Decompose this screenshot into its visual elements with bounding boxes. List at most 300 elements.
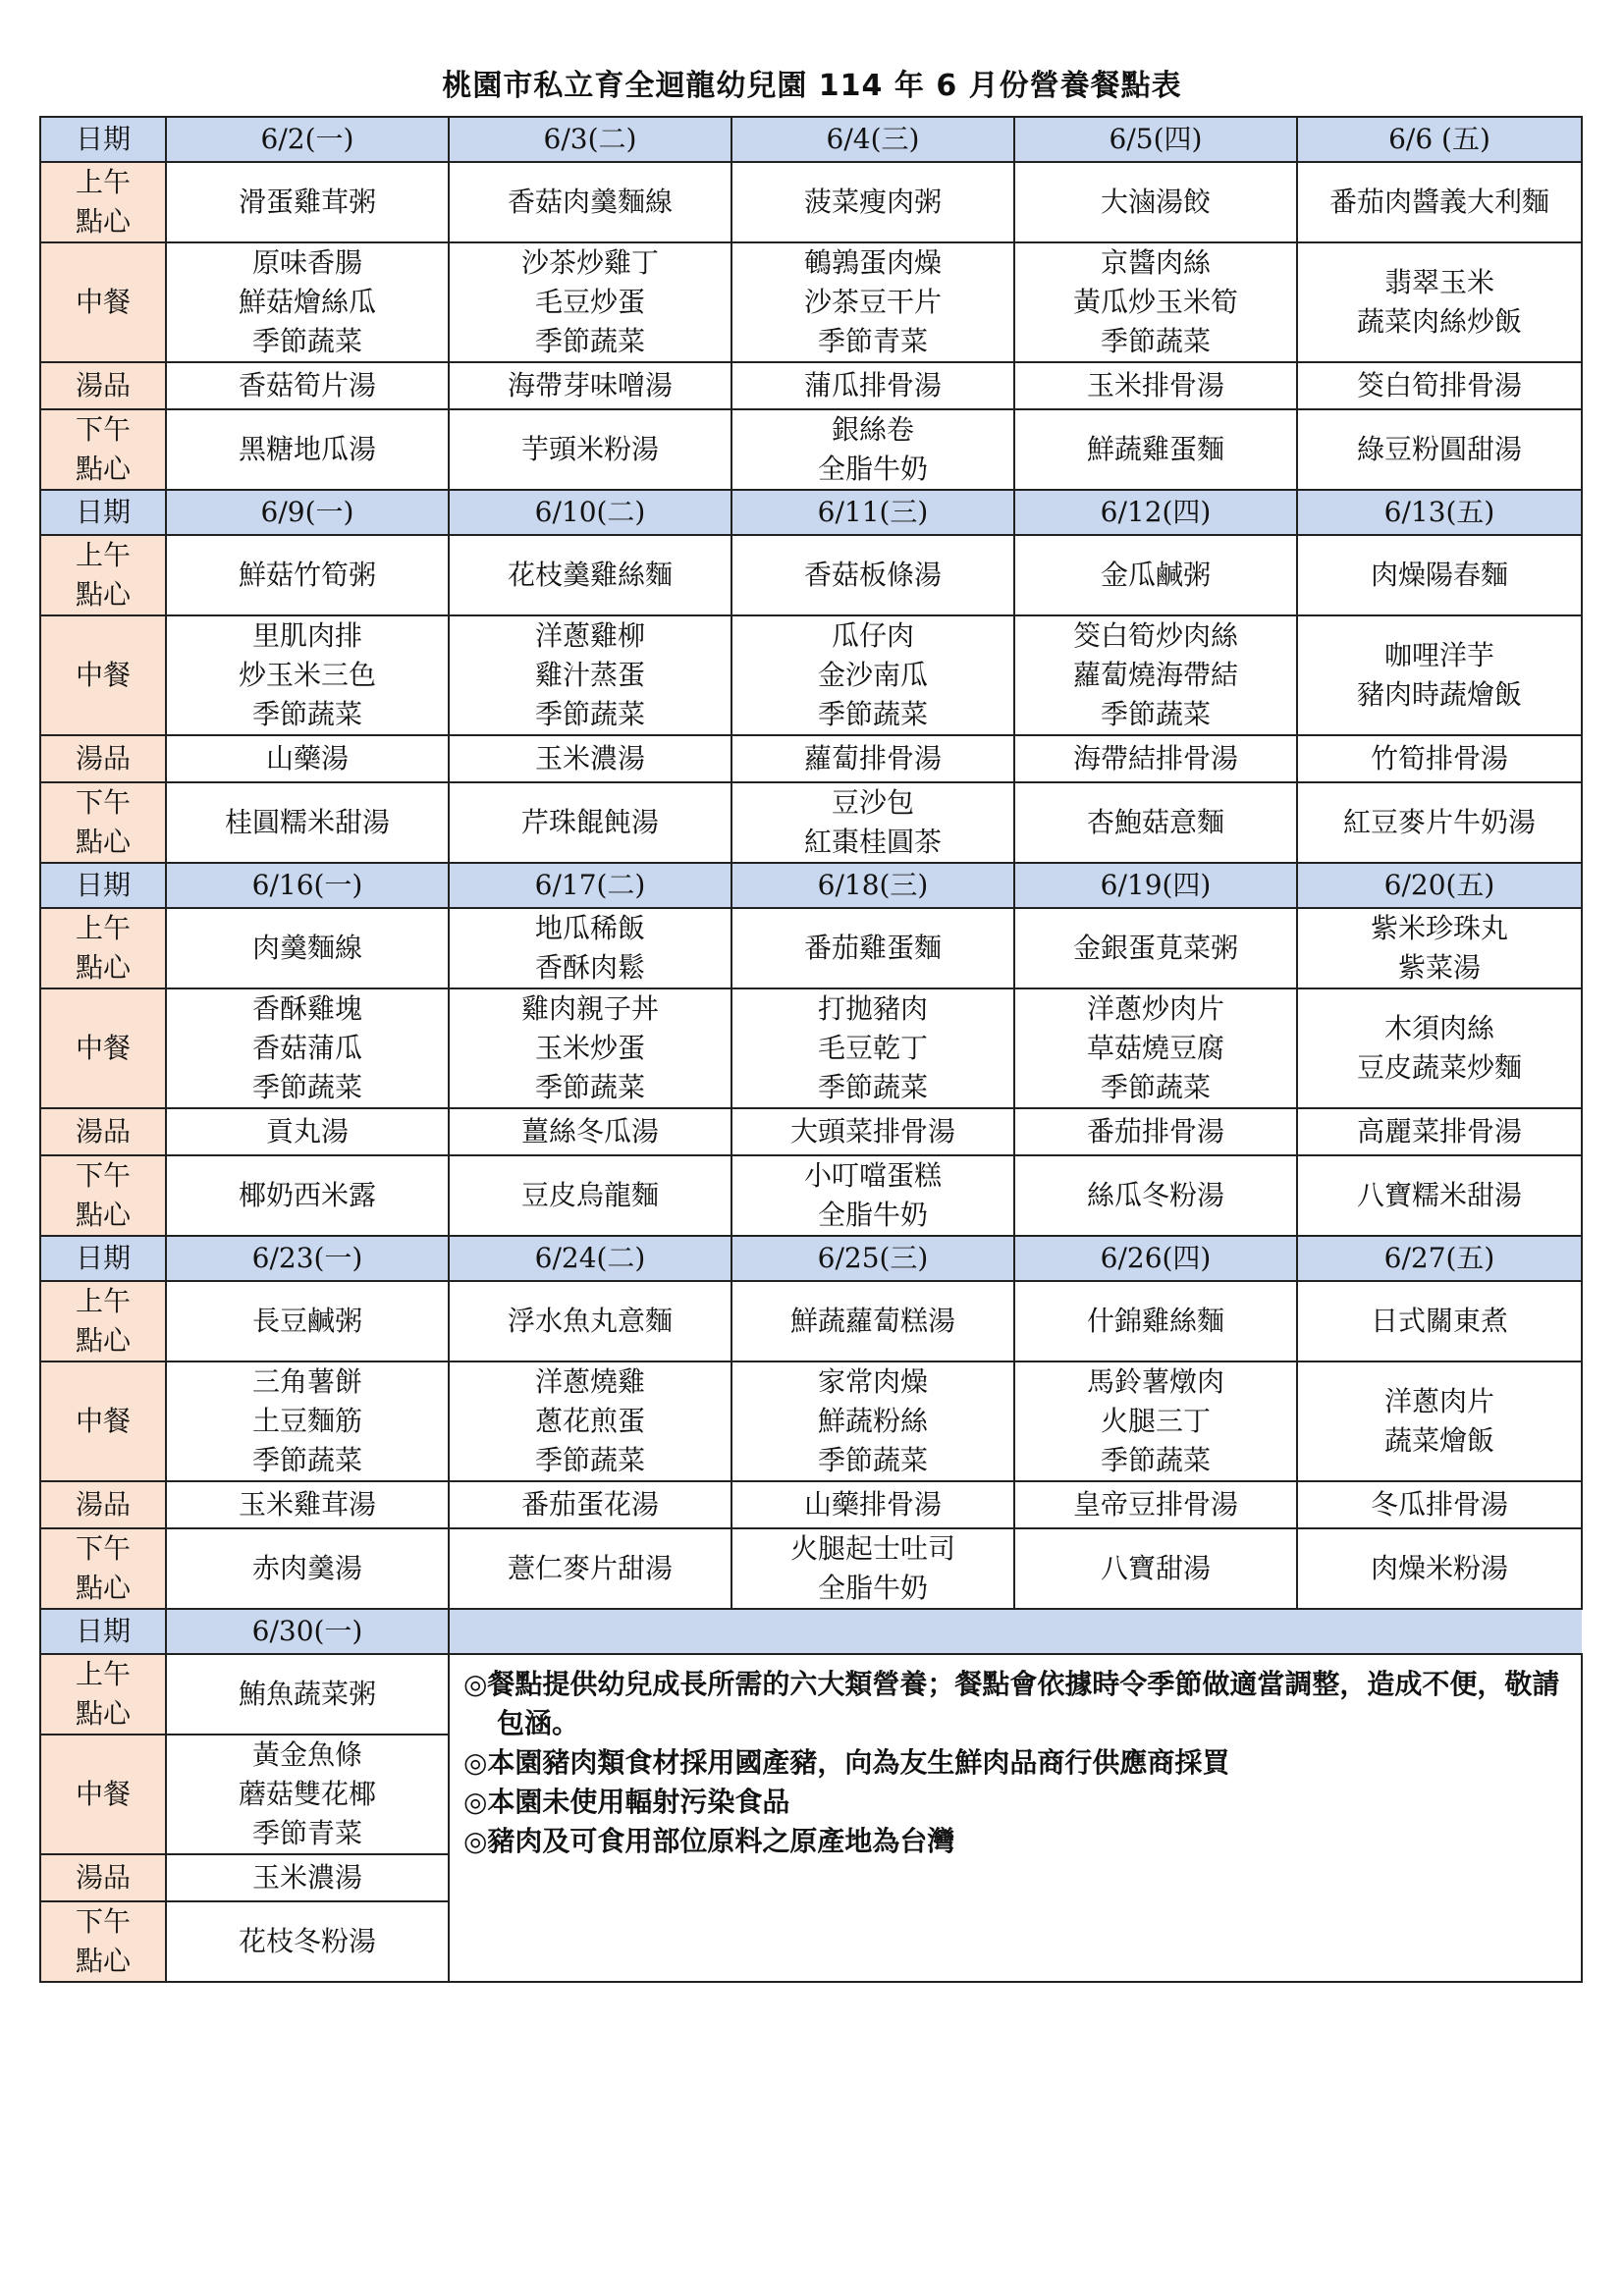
am-snack-cell bbox=[166, 535, 449, 615]
cell-line: 紅棗桂圓茶 bbox=[803, 826, 942, 858]
am-snack-label bbox=[40, 1654, 166, 1735]
cell-line: 6/17(二) bbox=[534, 869, 646, 901]
soup-cell bbox=[1014, 1481, 1297, 1528]
date-cell bbox=[166, 1236, 449, 1281]
am-snack-row bbox=[40, 1654, 1582, 1735]
cell-line: 紫菜湯 bbox=[1397, 951, 1481, 984]
lunch-row bbox=[40, 988, 1582, 1108]
cell-line: 毛豆炒蛋 bbox=[534, 286, 645, 318]
am-snack-cell bbox=[731, 1281, 1014, 1362]
cell-line: 香酥肉鬆 bbox=[534, 951, 645, 984]
cell-line: 日期 bbox=[75, 123, 131, 155]
date-cell bbox=[731, 1236, 1014, 1281]
cell-line: 黃金魚條 bbox=[251, 1738, 362, 1771]
cell-line: 6/3(二) bbox=[543, 123, 637, 155]
note-item: ◎餐點提供幼兒成長所需的六大類營養；餐點會依據時令季節做適當調整，造成不便，敬請包涵。 bbox=[463, 1668, 1560, 1739]
notes-box bbox=[449, 1654, 1582, 1982]
cell-line: 點心 bbox=[75, 1697, 131, 1730]
am-snack-cell bbox=[731, 535, 1014, 615]
pm-snack-cell bbox=[1297, 1155, 1582, 1236]
cell-line: 毛豆乾丁 bbox=[817, 1032, 928, 1064]
soup-cell bbox=[731, 362, 1014, 409]
pm-snack-cell bbox=[1297, 782, 1582, 863]
am-snack-cell bbox=[1014, 908, 1297, 988]
cell-line: 玉米濃湯 bbox=[251, 1861, 362, 1894]
cell-line: 湯品 bbox=[75, 742, 131, 774]
lunch-label bbox=[40, 1735, 166, 1854]
cell-line: 6/27(五) bbox=[1383, 1242, 1495, 1274]
pm-snack-cell bbox=[1014, 409, 1297, 490]
date-cell bbox=[166, 117, 449, 162]
cell-line: 上午 bbox=[75, 166, 131, 198]
cell-line: 中餐 bbox=[75, 1778, 131, 1810]
am-snack-cell bbox=[731, 908, 1014, 988]
date-cell bbox=[166, 490, 449, 535]
am-snack-row bbox=[40, 908, 1582, 988]
cell-line: 花枝冬粉湯 bbox=[238, 1925, 376, 1957]
lunch-cell bbox=[731, 615, 1014, 735]
cell-line: 薑絲冬瓜湯 bbox=[520, 1115, 659, 1148]
cell-line: 香菇板條湯 bbox=[803, 559, 942, 591]
cell-line: 薏仁麥片甜湯 bbox=[507, 1552, 673, 1584]
note-item: ◎本園未使用輻射污染食品 bbox=[463, 1786, 790, 1818]
cell-line: 鮮菇竹筍粥 bbox=[238, 559, 376, 591]
soup-cell bbox=[449, 1481, 731, 1528]
pm-snack-label bbox=[40, 409, 166, 490]
cell-line: 季節蔬菜 bbox=[1100, 1444, 1211, 1476]
cell-line: 草菇燒豆腐 bbox=[1086, 1032, 1224, 1064]
pm-snack-cell bbox=[166, 1901, 449, 1982]
am-snack-cell bbox=[166, 1281, 449, 1362]
soup-cell bbox=[731, 1108, 1014, 1155]
am-snack-cell bbox=[166, 1654, 449, 1735]
cell-line: 點心 bbox=[75, 1199, 131, 1231]
cell-line: 上午 bbox=[75, 1658, 131, 1690]
date-label bbox=[40, 1609, 166, 1654]
cell-line: 點心 bbox=[75, 951, 131, 984]
cell-line: 金瓜鹹粥 bbox=[1100, 559, 1211, 591]
soup-cell bbox=[449, 735, 731, 782]
soup-cell bbox=[166, 1108, 449, 1155]
cell-line: 鮮蔬雞蛋麵 bbox=[1086, 433, 1224, 465]
cell-line: 竹筍排骨湯 bbox=[1370, 742, 1508, 774]
cell-line: 小叮噹蛋糕 bbox=[803, 1159, 942, 1192]
cell-line: 洋蔥燒雞 bbox=[534, 1365, 645, 1398]
cell-line: 季節蔬菜 bbox=[534, 1444, 645, 1476]
cell-line: 翡翠玉米 bbox=[1383, 266, 1494, 298]
date-label bbox=[40, 1236, 166, 1281]
cell-line: 6/10(二) bbox=[534, 496, 646, 528]
cell-line: 山藥湯 bbox=[265, 742, 349, 774]
cell-line: 皇帝豆排骨湯 bbox=[1072, 1488, 1238, 1521]
soup-cell bbox=[731, 1481, 1014, 1528]
cell-line: 洋蔥肉片 bbox=[1383, 1385, 1494, 1417]
cell-line: 蔬菜燴飯 bbox=[1383, 1424, 1494, 1457]
soup-cell bbox=[166, 362, 449, 409]
cell-line: 菠菜瘦肉粥 bbox=[803, 186, 942, 218]
cell-line: 大頭菜排骨湯 bbox=[789, 1115, 955, 1148]
soup-cell bbox=[166, 735, 449, 782]
cell-line: 中餐 bbox=[75, 1032, 131, 1064]
cell-line: 番茄排骨湯 bbox=[1086, 1115, 1224, 1148]
lunch-cell bbox=[449, 615, 731, 735]
cell-line: 點心 bbox=[75, 1945, 131, 1977]
menu-table bbox=[39, 116, 1583, 1983]
soup-cell bbox=[1297, 1108, 1582, 1155]
cell-line: 香菇蒲瓜 bbox=[251, 1032, 362, 1064]
cell-line: 蘿蔔排骨湯 bbox=[803, 742, 942, 774]
soup-cell bbox=[1297, 1481, 1582, 1528]
cell-line: 京醬肉絲 bbox=[1100, 246, 1211, 279]
cell-line: 季節蔬菜 bbox=[534, 1071, 645, 1103]
soup-row bbox=[40, 362, 1582, 409]
cell-line: 季節青菜 bbox=[251, 1817, 362, 1849]
lunch-cell bbox=[731, 988, 1014, 1108]
cell-line: 赤肉羹湯 bbox=[251, 1552, 362, 1584]
lunch-cell bbox=[1014, 242, 1297, 362]
cell-line: 季節蔬菜 bbox=[817, 1444, 928, 1476]
cell-line: 豆沙包 bbox=[831, 786, 914, 819]
lunch-cell bbox=[1014, 988, 1297, 1108]
pm-snack-label bbox=[40, 1155, 166, 1236]
date-label bbox=[40, 863, 166, 908]
date-cell bbox=[1014, 117, 1297, 162]
cell-line: 椰奶西米露 bbox=[238, 1179, 376, 1211]
pm-snack-cell bbox=[731, 782, 1014, 863]
lunch-cell bbox=[731, 1362, 1014, 1481]
pm-snack-label bbox=[40, 1901, 166, 1982]
cell-line: 鵪鶉蛋肉燥 bbox=[803, 246, 942, 279]
date-label bbox=[40, 117, 166, 162]
cell-line: 香菇筍片湯 bbox=[238, 369, 376, 401]
cell-line: 點心 bbox=[75, 826, 131, 858]
am-snack-cell bbox=[1297, 908, 1582, 988]
cell-line: 沙茶豆干片 bbox=[803, 286, 942, 318]
cell-line: 番茄蛋花湯 bbox=[520, 1488, 659, 1521]
am-snack-cell bbox=[449, 908, 731, 988]
date-cell bbox=[731, 117, 1014, 162]
date-cell bbox=[449, 1236, 731, 1281]
date-label bbox=[40, 490, 166, 535]
cell-line: 筊白筍排骨湯 bbox=[1356, 369, 1522, 401]
cell-line: 芹珠餛飩湯 bbox=[520, 806, 659, 838]
am-snack-cell bbox=[731, 162, 1014, 242]
date-cell bbox=[731, 863, 1014, 908]
lunch-row bbox=[40, 1362, 1582, 1481]
cell-line: 肉羹麵線 bbox=[251, 932, 362, 964]
cell-line: 季節蔬菜 bbox=[251, 1071, 362, 1103]
pm-snack-cell bbox=[166, 409, 449, 490]
cell-line: 玉米濃湯 bbox=[534, 742, 645, 774]
cell-line: 肉燥米粉湯 bbox=[1370, 1552, 1508, 1584]
date-cell bbox=[449, 117, 731, 162]
cell-line: 番茄雞蛋麵 bbox=[803, 932, 942, 964]
cell-line: 6/6 (五) bbox=[1388, 123, 1490, 155]
soup-cell bbox=[449, 1108, 731, 1155]
am-snack-row bbox=[40, 535, 1582, 615]
am-snack-cell bbox=[449, 162, 731, 242]
soup-cell bbox=[166, 1481, 449, 1528]
cell-line: 金沙南瓜 bbox=[817, 659, 928, 691]
lunch-cell bbox=[166, 988, 449, 1108]
soup-cell bbox=[1014, 735, 1297, 782]
cell-line: 全脂牛奶 bbox=[817, 453, 928, 485]
cell-line: 豬肉時蔬燴飯 bbox=[1356, 678, 1522, 711]
cell-line: 鮮菇燴絲瓜 bbox=[238, 286, 376, 318]
lunch-cell bbox=[166, 1735, 449, 1854]
cell-line: 全脂牛奶 bbox=[817, 1572, 928, 1604]
cell-line: 日期 bbox=[75, 1615, 131, 1647]
am-snack-label bbox=[40, 535, 166, 615]
cell-line: 下午 bbox=[75, 413, 131, 446]
pm-snack-cell bbox=[1297, 1528, 1582, 1609]
lunch-cell bbox=[1014, 615, 1297, 735]
cell-line: 木須肉絲 bbox=[1383, 1012, 1494, 1044]
cell-line: 鮮蔬粉絲 bbox=[817, 1405, 928, 1437]
cell-line: 瓜仔肉 bbox=[831, 619, 914, 652]
cell-line: 季節蔬菜 bbox=[251, 1444, 362, 1476]
soup-row bbox=[40, 1481, 1582, 1528]
cell-line: 湯品 bbox=[75, 1488, 131, 1521]
cell-line: 下午 bbox=[75, 1532, 131, 1565]
am-snack-cell bbox=[166, 908, 449, 988]
pm-snack-cell bbox=[166, 1528, 449, 1609]
cell-line: 紅豆麥片牛奶湯 bbox=[1342, 806, 1536, 838]
cell-line: 日期 bbox=[75, 1242, 131, 1274]
cell-line: 季節蔬菜 bbox=[251, 698, 362, 730]
lunch-cell bbox=[166, 1362, 449, 1481]
cell-line: 冬瓜排骨湯 bbox=[1370, 1488, 1508, 1521]
cell-line: 高麗菜排骨湯 bbox=[1356, 1115, 1522, 1148]
cell-line: 點心 bbox=[75, 205, 131, 238]
soup-label bbox=[40, 1108, 166, 1155]
date-cell bbox=[1014, 863, 1297, 908]
cell-line: 炒玉米三色 bbox=[238, 659, 376, 691]
soup-row bbox=[40, 1108, 1582, 1155]
cell-line: 日式關東煮 bbox=[1370, 1305, 1508, 1337]
lunch-cell bbox=[166, 615, 449, 735]
cell-line: 日期 bbox=[75, 869, 131, 901]
pm-snack-cell bbox=[449, 1155, 731, 1236]
cell-line: 火腿三丁 bbox=[1100, 1405, 1211, 1437]
cell-line: 蒲瓜排骨湯 bbox=[803, 369, 942, 401]
cell-line: 海帶芽味噌湯 bbox=[507, 369, 673, 401]
date-row bbox=[40, 1609, 1582, 1654]
cell-line: 6/25(三) bbox=[817, 1242, 929, 1274]
cell-line: 季節青菜 bbox=[817, 325, 928, 357]
cell-line: 6/24(二) bbox=[534, 1242, 646, 1274]
cell-line: 肉燥陽春麵 bbox=[1370, 559, 1508, 591]
soup-label bbox=[40, 1854, 166, 1901]
cell-line: 銀絲卷 bbox=[831, 413, 914, 446]
pm-snack-cell bbox=[166, 1155, 449, 1236]
cell-line: 蘿蔔燒海帶結 bbox=[1072, 659, 1238, 691]
cell-line: 滑蛋雞茸粥 bbox=[238, 186, 376, 218]
cell-line: 季節蔬菜 bbox=[534, 698, 645, 730]
am-snack-label bbox=[40, 162, 166, 242]
cell-line: 6/2(一) bbox=[260, 123, 354, 155]
date-cell bbox=[1014, 490, 1297, 535]
date-row bbox=[40, 1236, 1582, 1281]
am-snack-label bbox=[40, 1281, 166, 1362]
soup-cell bbox=[731, 735, 1014, 782]
lunch-cell bbox=[1297, 988, 1582, 1108]
soup-row bbox=[40, 735, 1582, 782]
cell-line: 季節蔬菜 bbox=[534, 325, 645, 357]
cell-line: 鮮蔬蘿蔔糕湯 bbox=[789, 1305, 955, 1337]
am-snack-cell bbox=[1014, 162, 1297, 242]
blank-cell bbox=[449, 1609, 1582, 1654]
cell-line: 6/11(三) bbox=[817, 496, 929, 528]
cell-line: 芋頭米粉湯 bbox=[520, 433, 659, 465]
cell-line: 點心 bbox=[75, 578, 131, 611]
cell-line: 6/9(一) bbox=[260, 496, 354, 528]
soup-cell bbox=[1014, 1108, 1297, 1155]
cell-line: 6/13(五) bbox=[1383, 496, 1495, 528]
cell-line: 原味香腸 bbox=[251, 246, 362, 279]
cell-line: 綠豆粉圓甜湯 bbox=[1356, 433, 1522, 465]
cell-line: 桂圓糯米甜湯 bbox=[224, 806, 390, 838]
cell-line: 浮水魚丸意麵 bbox=[507, 1305, 673, 1337]
cell-line: 玉米排骨湯 bbox=[1086, 369, 1224, 401]
lunch-label bbox=[40, 242, 166, 362]
cell-line: 絲瓜冬粉湯 bbox=[1086, 1179, 1224, 1211]
cell-line: 雞肉親子丼 bbox=[520, 992, 659, 1025]
am-snack-cell bbox=[1297, 535, 1582, 615]
pm-snack-cell bbox=[166, 782, 449, 863]
lunch-row bbox=[40, 242, 1582, 362]
cell-line: 湯品 bbox=[75, 1115, 131, 1148]
lunch-row bbox=[40, 615, 1582, 735]
pm-snack-row bbox=[40, 1155, 1582, 1236]
soup-label bbox=[40, 1481, 166, 1528]
cell-line: 八寶甜湯 bbox=[1100, 1552, 1211, 1584]
cell-line: 季節蔬菜 bbox=[817, 1071, 928, 1103]
cell-line: 打拋豬肉 bbox=[817, 992, 928, 1025]
lunch-cell bbox=[166, 242, 449, 362]
cell-line: 里肌肉排 bbox=[251, 619, 362, 652]
am-snack-cell bbox=[166, 162, 449, 242]
cell-line: 點心 bbox=[75, 1572, 131, 1604]
date-row bbox=[40, 490, 1582, 535]
cell-line: 上午 bbox=[75, 539, 131, 571]
am-snack-row bbox=[40, 162, 1582, 242]
pm-snack-cell bbox=[1297, 409, 1582, 490]
date-cell bbox=[1297, 863, 1582, 908]
cell-line: 6/23(一) bbox=[251, 1242, 363, 1274]
pm-snack-label bbox=[40, 782, 166, 863]
cell-line: 中餐 bbox=[75, 659, 131, 691]
pm-snack-cell bbox=[731, 1528, 1014, 1609]
soup-cell bbox=[1014, 362, 1297, 409]
cell-line: 6/5(四) bbox=[1109, 123, 1203, 155]
soup-cell bbox=[166, 1854, 449, 1901]
pm-snack-cell bbox=[449, 409, 731, 490]
date-cell bbox=[449, 863, 731, 908]
page-title: 桃園市私立育全迴龍幼兒園 114 年 6 月份營養餐點表 bbox=[442, 69, 1182, 103]
lunch-label bbox=[40, 1362, 166, 1481]
cell-line: 洋蔥雞柳 bbox=[534, 619, 645, 652]
am-snack-cell bbox=[1297, 162, 1582, 242]
cell-line: 鮪魚蔬菜粥 bbox=[238, 1678, 376, 1710]
cell-line: 日期 bbox=[75, 496, 131, 528]
lunch-cell bbox=[1297, 615, 1582, 735]
pm-snack-row bbox=[40, 409, 1582, 490]
cell-line: 沙茶炒雞丁 bbox=[520, 246, 659, 279]
soup-cell bbox=[449, 362, 731, 409]
cell-line: 山藥排骨湯 bbox=[803, 1488, 942, 1521]
date-cell bbox=[1297, 117, 1582, 162]
cell-line: 咖哩洋芋 bbox=[1383, 639, 1494, 671]
lunch-cell bbox=[449, 1362, 731, 1481]
cell-line: 上午 bbox=[75, 912, 131, 944]
cell-line: 蔬菜肉絲炒飯 bbox=[1356, 305, 1522, 338]
cell-line: 季節蔬菜 bbox=[817, 698, 928, 730]
soup-label bbox=[40, 362, 166, 409]
am-snack-cell bbox=[449, 535, 731, 615]
cell-line: 下午 bbox=[75, 786, 131, 819]
am-snack-label bbox=[40, 908, 166, 988]
cell-line: 貢丸湯 bbox=[265, 1115, 349, 1148]
am-snack-row bbox=[40, 1281, 1582, 1362]
cell-line: 大滷湯餃 bbox=[1100, 186, 1211, 218]
note-item: ◎豬肉及可食用部位原料之原產地為台灣 bbox=[463, 1825, 955, 1857]
cell-line: 季節蔬菜 bbox=[1100, 1071, 1211, 1103]
date-cell bbox=[1297, 490, 1582, 535]
cell-line: 什錦雞絲麵 bbox=[1086, 1305, 1224, 1337]
date-cell bbox=[731, 490, 1014, 535]
cell-line: 6/20(五) bbox=[1383, 869, 1495, 901]
cell-line: 火腿起士吐司 bbox=[789, 1532, 955, 1565]
cell-line: 豆皮蔬菜炒麵 bbox=[1356, 1051, 1522, 1084]
cell-line: 土豆麵筋 bbox=[251, 1405, 362, 1437]
cell-line: 番茄肉醬義大利麵 bbox=[1328, 186, 1549, 218]
date-cell bbox=[449, 490, 731, 535]
cell-line: 6/19(四) bbox=[1100, 869, 1212, 901]
cell-line: 湯品 bbox=[75, 1861, 131, 1894]
cell-line: 紫米珍珠丸 bbox=[1370, 912, 1508, 944]
cell-line: 花枝羹雞絲麵 bbox=[507, 559, 673, 591]
lunch-cell bbox=[449, 242, 731, 362]
date-cell bbox=[166, 863, 449, 908]
soup-label bbox=[40, 735, 166, 782]
cell-line: 季節蔬菜 bbox=[1100, 325, 1211, 357]
cell-line: 海帶結排骨湯 bbox=[1072, 742, 1238, 774]
cell-line: 6/30(一) bbox=[251, 1615, 363, 1647]
lunch-cell bbox=[731, 242, 1014, 362]
date-cell bbox=[1297, 1236, 1582, 1281]
soup-cell bbox=[1297, 735, 1582, 782]
cell-line: 6/4(三) bbox=[826, 123, 920, 155]
date-cell bbox=[166, 1609, 449, 1654]
cell-line: 下午 bbox=[75, 1159, 131, 1192]
pm-snack-cell bbox=[449, 1528, 731, 1609]
cell-line: 黑糖地瓜湯 bbox=[238, 433, 376, 465]
cell-line: 中餐 bbox=[75, 1405, 131, 1437]
pm-snack-cell bbox=[1014, 782, 1297, 863]
cell-line: 八寶糯米甜湯 bbox=[1356, 1179, 1522, 1211]
cell-line: 6/16(一) bbox=[251, 869, 363, 901]
am-snack-cell bbox=[1014, 535, 1297, 615]
cell-line: 中餐 bbox=[75, 286, 131, 318]
cell-line: 玉米雞茸湯 bbox=[238, 1488, 376, 1521]
pm-snack-cell bbox=[731, 409, 1014, 490]
cell-line: 玉米炒蛋 bbox=[534, 1032, 645, 1064]
lunch-cell bbox=[1014, 1362, 1297, 1481]
pm-snack-label bbox=[40, 1528, 166, 1609]
am-snack-cell bbox=[1297, 1281, 1582, 1362]
date-row bbox=[40, 117, 1582, 162]
